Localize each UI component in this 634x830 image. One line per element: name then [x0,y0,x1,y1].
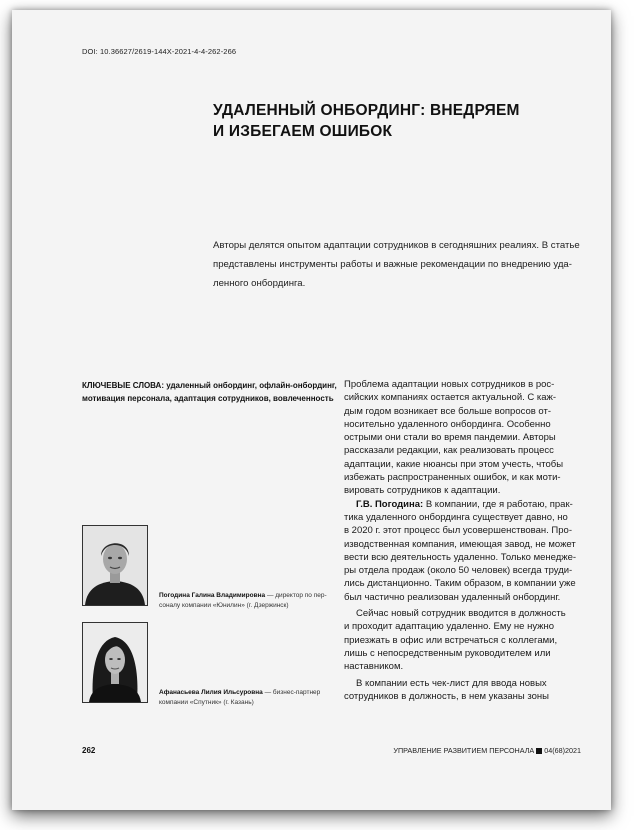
caption-line: соналу компании «Юнилин» (г. Дзержинск) [159,602,289,609]
author-role: — директор по пер- [265,592,327,599]
author-photo-pogodina [82,525,148,606]
body-line: в 2020 г. этот процесс был усовершенствован. Про- [344,525,572,537]
body-line: сийских компаниях остается актуальной. С каж- [344,392,557,404]
doi-line: DOI: 10.36627/2619-144X-2021-4-4-262-266 [82,47,237,56]
body-line: дым годом возникает все больше вопросов от- [344,405,552,417]
keywords [82,380,337,405]
body-line: наставником. [344,661,404,673]
author-role: — бизнес-партнер [262,689,321,696]
body-line: сотрудников в должность, в нем указаны зоны [344,690,549,702]
body-line: лишь с непосредственным руководителем или [344,647,551,659]
speaker-text: В компании, где я работаю, прак- [423,498,573,510]
author-caption [159,688,339,708]
keywords-line: мотивация персонала, адаптация сотрудников, вовлеченность [82,393,334,403]
title-line: УДАЛЕННЫЙ ОНБОРДИНГ: ВНЕДРЯЕМ [213,102,520,119]
page-number: 262 [82,746,96,755]
journal-page [12,10,611,810]
author-name: Афанасьева Лилия Ильсуровна [159,689,263,696]
body-line: рассказали редакции, как реализовать процесс [344,445,554,457]
journal-footer [393,746,581,755]
author-photo-afanasyeva [82,622,148,703]
abstract-line: представлены инструменты работы и важные рекомендации по внедрению уда- [213,259,572,270]
body-line: адаптации, какие нюансы при этом учесть, чтобы [344,458,564,470]
body-line [344,498,614,511]
keywords-line: КЛЮЧЕВЫЕ СЛОВА: удаленный онбординг, офлайн-онбординг, [82,381,337,390]
body-line: Проблема адаптации новых сотрудников в рос- [344,379,555,390]
body-line: приезжать в офис или встречаться с коллегами, [344,634,558,646]
body-line: тика удаленного онбординга существует давно, но [344,511,568,523]
journal-name: УПРАВЛЕНИЕ РАЗВИТИЕМ ПЕРСОНАЛА [393,746,535,755]
body-line: носительно удаленного онбординга. Особенно [344,418,551,430]
body-line: В компании есть чек-лист для ввода новых [356,677,547,689]
body-line: и проходит адаптацию удаленно. Ему не нужно [344,621,555,633]
body-line: лись дистанционно. Таким образом, в компании уже [344,578,576,590]
abstract-line: Авторы делятся опытом адаптации сотрудников в сегодняшних реалиях. В статье [213,240,580,251]
body-line: изводственная компания, имеющая завод, не может [344,538,576,550]
body-line: острыми они стали во время пандемии. Авторы [344,432,556,444]
journal-issue: 04(68)2021 [544,746,581,755]
author-caption [159,591,339,611]
square-bullet-icon [536,748,542,754]
caption-line [159,688,339,698]
caption-line: компании «Спутник» (г. Казань) [159,699,254,706]
caption-line [159,591,339,601]
body-line: избежать распространенных ошибок, и как моти- [344,472,561,484]
article-body [344,378,614,703]
body-line: ры отдела продаж (около 50 человек) всегда труди- [344,565,573,577]
body-line: был частично реализован удаленный онбординг. [344,591,561,603]
abstract-line: ленного онбординга. [213,278,306,289]
title-line: И ИЗБЕГАЕМ ОШИБОК [213,123,393,140]
body-line: Сейчас новый сотрудник вводится в должность [356,608,566,620]
article-title [213,100,573,142]
author-name: Погодина Галина Владимировна [159,592,266,599]
abstract [213,236,593,293]
body-line: вести всю деятельность удаленно. Только менедже- [344,551,577,563]
speaker-label: Г.В. Погодина: [356,498,424,510]
body-line: вировать сотрудников к адаптации. [344,485,501,497]
